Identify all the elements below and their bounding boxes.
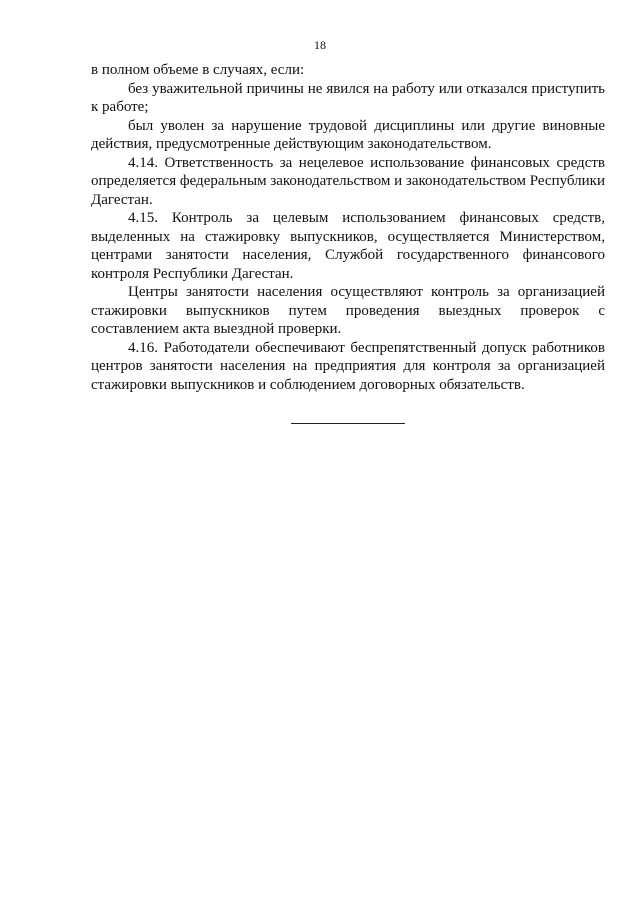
paragraph-dismissal-case: был уволен за нарушение трудовой дисциплины или другие виновные действия, предусмотренные действующим законодательством. [91,117,605,152]
page-number: 18 [314,38,326,52]
end-separator-line [291,423,405,424]
paragraph-employment-centers-control: Центры занятости населения осуществляют контроль за организацией стажировки выпускников путем проведения выездных проверок с составлением акта выездной проверки. [91,284,605,337]
paragraph-4-16: 4.16. Работодатели обеспечивают беспрепятственный допуск работников центров занятости населения на предприятия для контроля за организацией стажировки выпускников и соблюдением договорных обязательств. [91,339,605,393]
paragraph-continuation: в полном объеме в случаях, если: [91,62,305,78]
document-body [91,61,605,394]
paragraph-4-14: 4.14. Ответственность за нецелевое использование финансовых средств определяется федеральным законодательством и законодательством Республики Дагестан. [91,154,605,208]
paragraph-absence-case: без уважительной причины не явился на работу или отказался приступить к работе; [91,80,605,115]
paragraph-4-15: 4.15. Контроль за целевым использованием финансовых средств, выделенных на стажировку выпускников, осуществляется Министерством, центрами занятости населения, Службой государственного финансового контроля Республики Дагестан. [91,210,605,282]
